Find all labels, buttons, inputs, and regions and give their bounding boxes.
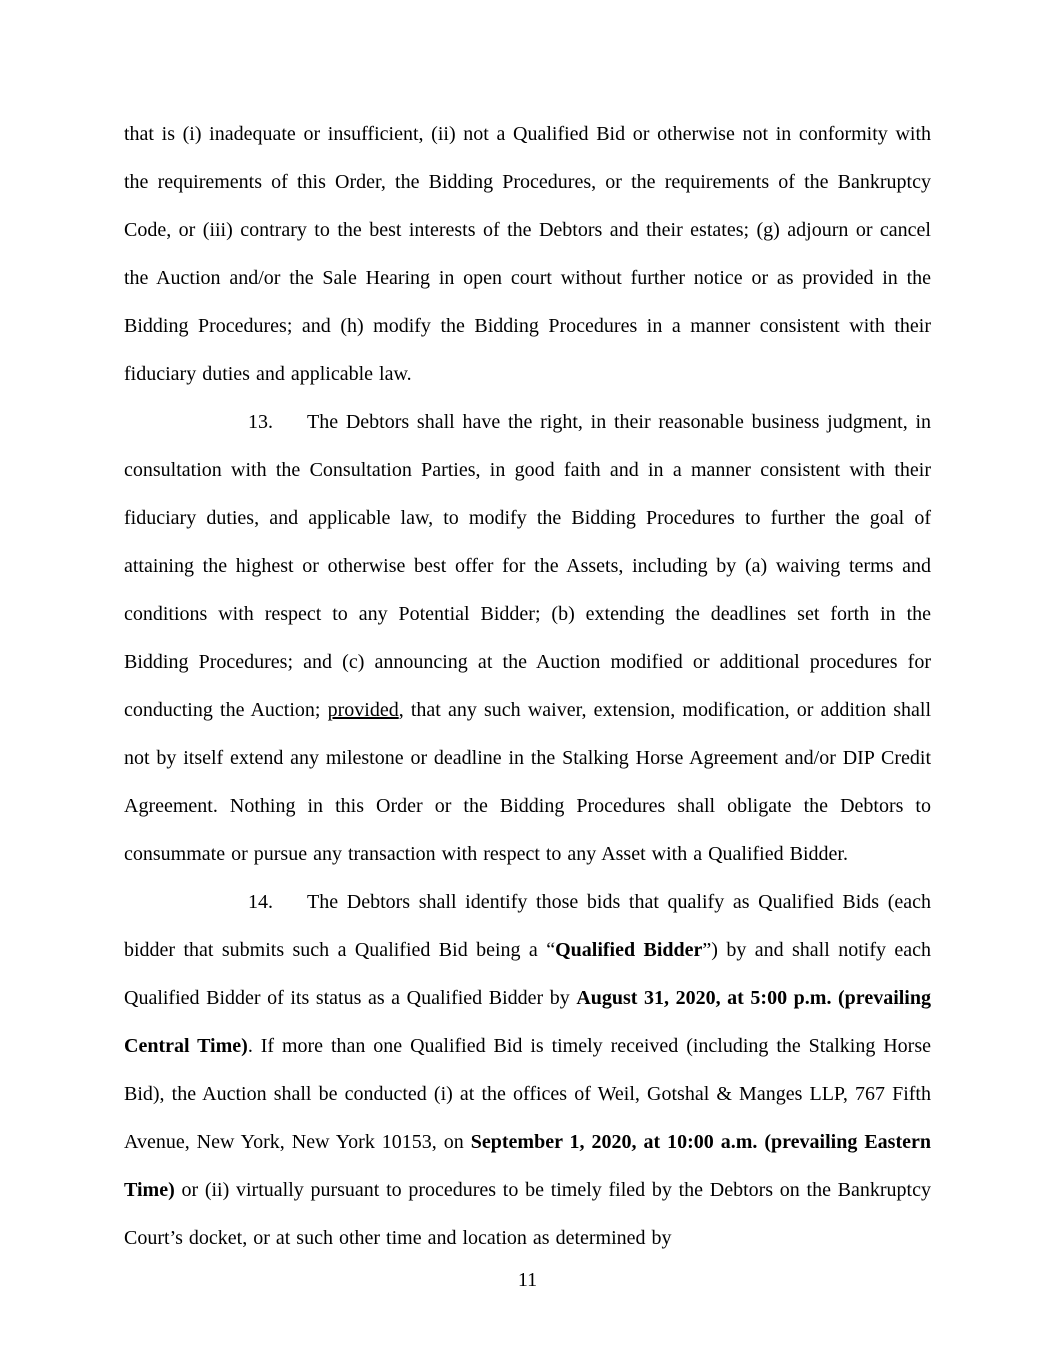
text-segment: that is (i) inadequate or insufficient, (ii) not a Qualified Bid or otherwise not in conformity with the requirements of this Order, the Bidding Procedures, or the requirements of the Bankruptcy Code, or (iii) contrary to the best interests of the Debtors and their estates; (g) adjourn or cancel the Auction and/or the Sale Hearing in open court without further notice or as provided in the Bidding Procedures; and (h) modify the Bidding Procedures in a manner consistent with their fiduciary duties and applicable law.: [124, 123, 931, 385]
text-segment-bold: August 31, 2020, at 5:00 p.m. (prevailing Central Time): [124, 987, 931, 1057]
text-segment: The Debtors shall have the right, in their reasonable business judgment, in consultation with the Consultation Parties, in good faith and in a manner consistent with their fiduciary duties, and applicable law, to modify the Bidding Procedures to further the goal of attaining the highest or otherwise best offer for the Assets, including by (a) waiving terms and conditions with respect to any Potential Bidder; (b) extending the deadlines set forth in the Bidding Procedures; and (c) announcing at the Auction modified or additional procedures for conducting the Auction;: [124, 411, 931, 721]
paragraph-number: 13.: [248, 411, 273, 433]
text-segment-underlined: provided: [327, 699, 399, 721]
text-segment: or (ii) virtually pursuant to procedures to be timely filed by the Debtors on the Bankruptcy Court’s docket, or at such other time and location as determined by: [124, 1179, 931, 1249]
text-segment-bold: Qualified Bidder: [555, 939, 703, 961]
paragraph-number: 14.: [248, 891, 273, 913]
text-segment: , that any such waiver, extension, modification, or addition shall not by itself extend any milestone or deadline in the Stalking Horse Agreement and/or DIP Credit Agreement. Nothing in this Order or the Bidding Procedures shall obligate the Debtors to consummate or pursue any transaction with respect to any Asset with a Qualified Bidder.: [124, 699, 931, 865]
page-number: 11: [517, 1269, 538, 1291]
text-segment: ”) by and shall notify each Qualified Bidder of its status as a Qualified Bidder by: [124, 939, 932, 1009]
text-segment-bold: September 1, 2020, at 10:00 a.m. (prevailing Eastern Time): [124, 1131, 931, 1201]
paragraph-13: [124, 398, 931, 878]
paragraph-continuation: [124, 110, 931, 398]
paragraph-14: [124, 878, 931, 1262]
text-segment: . If more than one Qualified Bid is timely received (including the Stalking Horse Bid), the Auction shall be conducted (i) at the offices of Weil, Gotshal & Manges LLP, 767 Fifth Avenue, New York, New York 10153, on: [124, 1035, 931, 1153]
text-segment: The Debtors shall identify those bids that qualify as Qualified Bids (each bidder that submits such a Qualified Bid being a “: [124, 891, 931, 961]
